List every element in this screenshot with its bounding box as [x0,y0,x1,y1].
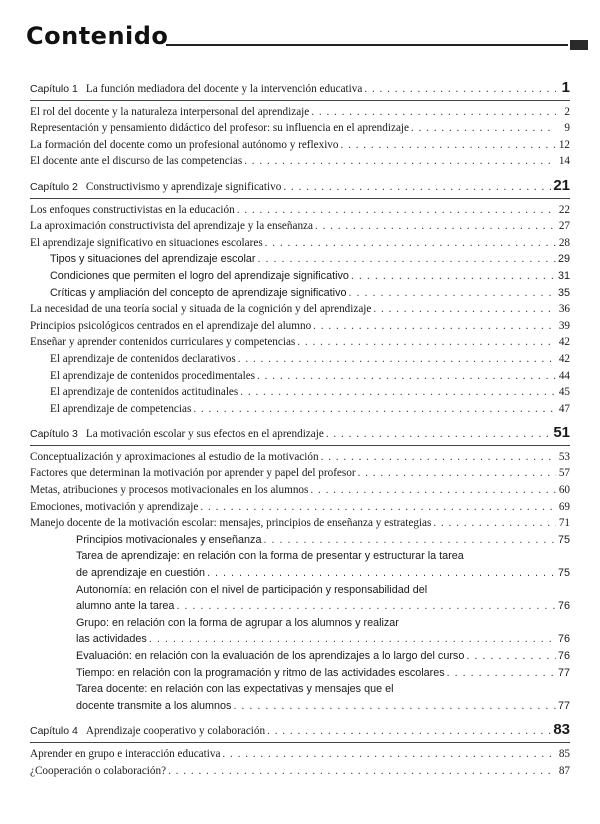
entry-page-number: 39 [558,319,570,332]
entry-row [76,648,570,665]
entry-page-number: 71 [558,517,570,530]
toc-entry [30,153,570,170]
entry-text: Aprender en grupo e interacción educativa [30,747,221,760]
chapter-label [30,179,281,196]
chapter-title: Aprendizaje cooperativo y colaboración [85,725,266,738]
toc-entry [30,318,570,335]
entry-page-number: 27 [558,220,570,233]
toc-entry [30,548,570,581]
entry-text: Tiempo: en relación con la programación y ritmo de las actividades escolares [76,666,445,679]
chapter-heading [30,80,570,98]
toc-entry [30,465,570,482]
entry-text: ¿Cooperación o colaboración? [30,764,167,777]
entry-text: El aprendizaje de contenidos declarativos [50,352,236,365]
chapter-divider [30,100,570,101]
toc-entry [30,746,570,763]
chapter-divider [30,198,570,199]
dot-leader [233,698,556,715]
chapter-heading [30,425,570,443]
dot-leader [315,218,556,235]
dot-leader [263,532,556,549]
entry-row [30,235,570,252]
entry-text: La formación del docente como un profesional autónomo y reflexivo [30,138,339,151]
entry-page-number: 75 [557,533,570,546]
toc-entry [30,582,570,615]
entry-row [30,763,570,780]
toc-entry [30,137,570,154]
chapter-number: Capítulo 3 [30,428,78,441]
entry-text: Principios psicológicos centrados en el aprendizaje del alumno [30,319,312,332]
entry-row [50,401,570,418]
entry-text: Condiciones que permiten el logro del aprendizaje significativo [50,269,349,282]
entry-page-number: 36 [558,303,570,316]
entry-text: de aprendizaje en cuestión [76,567,206,580]
dot-leader [321,449,556,466]
entry-text-line: Autonomía: en relación con el nivel de participación y responsabilidad del [76,583,428,596]
toc-entry [30,351,570,368]
chapter-label [30,426,324,443]
chapter-number: Capítulo 2 [30,180,78,193]
entry-row [76,698,570,715]
entry-page-number: 35 [557,286,570,299]
entry-page-number: 44 [558,369,570,382]
toc-entry [30,515,570,532]
toc-entry [30,449,570,466]
dot-leader [447,665,556,682]
entry-page-number: 69 [558,500,570,513]
chapter-number: Capítulo 1 [30,83,78,95]
chapter-page-number: 21 [553,176,570,194]
entry-text: El aprendizaje de competencias [50,402,192,415]
entry-page-number: 42 [558,336,570,349]
toc-entry [30,218,570,235]
dot-leader [200,499,556,516]
entry-page-number: 31 [557,269,570,282]
dot-leader [433,515,556,532]
dot-leader [238,351,556,368]
entry-text-line: Tarea de aprendizaje: en relación con la forma de presentar y estructurar la tarea [76,550,464,563]
entry-text: las actividades [76,633,147,646]
toc-entry [30,648,570,665]
entry-row [50,384,570,401]
dot-leader [466,648,556,665]
chapter-row [30,722,570,740]
entry-row [30,153,570,170]
dot-leader [244,153,556,170]
toc-entry [30,482,570,499]
chapter-number: Capítulo 4 [30,725,78,738]
chapter-page-number: 83 [553,721,570,739]
dot-leader [364,81,556,98]
entry-text: alumno ante la tarea [76,600,175,613]
entry-row [30,449,570,466]
toc-entry [30,384,570,401]
entry-row [30,137,570,154]
entry-text: Metas, atribuciones y procesos motivacionales en los alumnos [30,484,309,497]
chapter-gap [30,170,570,178]
entry-text: La aproximación constructivista del aprendizaje y la enseñanza [30,220,313,233]
dot-leader [373,301,556,318]
dot-leader [267,723,551,740]
dot-leader [283,179,551,196]
entry-text: Factores que determinan la motivación por aprender y papel del profesor [30,467,356,480]
entry-page-number: 76 [557,633,570,646]
entry-text: docente transmite a los alumnos [76,699,232,712]
entry-row [30,334,570,351]
entry-row [30,499,570,516]
chapter-label [30,81,362,98]
entry-page-number: 47 [558,402,570,415]
entry-row [30,218,570,235]
entry-page-number: 76 [557,600,570,613]
entry-text: Enseñar y aprender contenidos curriculares y competencias [30,336,296,349]
dot-leader [237,202,556,219]
entry-page-number: 53 [558,450,570,463]
entry-page-number: 75 [557,567,570,580]
dot-leader [341,137,557,154]
entry-page-number: 29 [557,253,570,266]
toc-entry [30,285,570,302]
chapter-page-number: 1 [561,79,570,96]
entry-text: Representación y pensamiento didáctico del profesor: su influencia en el aprendizaje [30,122,409,135]
entry-text: Los enfoques constructivistas en la educación [30,203,235,216]
dot-leader [326,426,551,443]
chapter-divider [30,742,570,743]
dot-leader [176,598,556,615]
toc-entry [30,681,570,714]
entry-row [30,104,570,121]
entry-row [50,368,570,385]
entry-text: La necesidad de una teoría social y situada de la cognición y del aprendizaje [30,303,372,316]
dot-leader [257,368,556,385]
entry-row [76,565,570,582]
entry-row [76,598,570,615]
entry-text: El aprendizaje de contenidos actitudinales [50,386,239,399]
entry-page-number: 12 [558,138,570,151]
toc-entry [30,235,570,252]
entry-page-number: 28 [558,236,570,249]
entry-row [50,351,570,368]
entry-page-number: 14 [558,155,570,168]
entry-page-number: 57 [558,467,570,480]
entry-row [30,120,570,137]
entry-text: Evaluación: en relación con la evaluación de los aprendizajes a lo largo del curso [76,650,465,662]
dot-leader [351,268,556,285]
toc-entry [30,251,570,268]
toc-entry [30,334,570,351]
chapter-row [30,80,570,98]
entry-page-number: 87 [558,764,570,777]
chapter-heading [30,178,570,196]
toc-entry [30,615,570,648]
dot-leader [168,763,556,780]
entry-row [76,631,570,648]
toc-entry [30,368,570,385]
chapter-gap [30,417,570,425]
entry-row [50,285,570,302]
toc-entry [30,301,570,318]
chapter-title: La función mediadora del docente y la intervención educativa [85,83,363,95]
dot-leader [257,251,556,268]
dot-leader [240,384,556,401]
entry-row [30,202,570,219]
dot-leader [265,235,556,252]
entry-row [50,268,570,285]
entry-page-number: 60 [558,484,570,497]
page-header [26,22,588,52]
entry-row [30,318,570,335]
dot-leader [222,746,556,763]
entry-page-number: 42 [558,352,570,365]
entry-row [30,301,570,318]
dot-leader [310,482,556,499]
entry-page-number: 85 [558,747,570,760]
toc-entry [30,120,570,137]
entry-text: Críticas y ampliación del concepto de aprendizaje significativo [50,286,347,299]
entry-page-number: 9 [564,122,570,135]
entry-row [30,746,570,763]
chapter-title: Constructivismo y aprendizaje significativo [85,180,282,193]
dot-leader [311,104,556,121]
dot-leader [149,631,556,648]
chapter-divider [30,445,570,446]
toc-entry [30,499,570,516]
entry-row [30,465,570,482]
toc-entry [30,532,570,549]
title-underline [166,44,568,46]
entry-text: El rol del docente y la naturaleza interpersonal del aprendizaje [30,105,310,118]
entry-page-number: 77 [557,699,570,712]
entry-text: Manejo docente de la motivación escolar: mensajes, principios de enseñanza y estrategias [30,517,432,530]
dot-leader [297,334,556,351]
dot-leader [193,401,556,418]
entry-text: El aprendizaje de contenidos procedimentales [50,369,256,382]
dot-leader [207,565,556,582]
entry-text-line: Tarea docente: en relación con las expectativas y mensajes que el [76,683,394,696]
dot-leader [411,120,556,137]
entry-text: Emociones, motivación y aprendizaje [30,500,199,513]
toc-entry [30,202,570,219]
entry-row [30,515,570,532]
entry-row [76,532,570,549]
toc-entry [30,268,570,285]
entry-text: Conceptualización y aproximaciones al estudio de la motivación [30,450,319,463]
entry-text: Principios motivacionales y enseñanza [76,533,262,546]
entry-page-number: 45 [558,386,570,399]
chapter-row [30,178,570,196]
entry-text: El aprendizaje significativo en situaciones escolares [30,236,263,249]
chapter-gap [30,714,570,722]
entry-page-number: 22 [558,203,570,216]
dot-leader [313,318,556,335]
entry-page-number: 76 [557,650,570,662]
chapter-label [30,723,265,740]
toc-entry [30,104,570,121]
entry-page-number: 77 [557,666,570,679]
corner-block-mark [570,40,588,50]
entry-text: Tipos y situaciones del aprendizaje escolar [50,253,256,266]
chapter-title: La motivación escolar y sus efectos en el aprendizaje [85,428,324,441]
table-of-contents [30,80,570,779]
entry-row [50,251,570,268]
page-title: Contenido [26,22,169,50]
toc-entry [30,763,570,780]
chapter-page-number: 51 [553,424,570,442]
toc-entry [30,665,570,682]
chapter-row [30,425,570,443]
entry-row [30,482,570,499]
entry-text: El docente ante el discurso de las competencias [30,155,243,168]
entry-row [76,665,570,682]
dot-leader [348,285,556,302]
toc-entry [30,401,570,418]
dot-leader [358,465,556,482]
entry-page-number: 2 [564,105,570,118]
entry-text-line: Grupo: en relación con la forma de agrupar a los alumnos y realizar [76,616,399,629]
chapter-heading [30,722,570,740]
